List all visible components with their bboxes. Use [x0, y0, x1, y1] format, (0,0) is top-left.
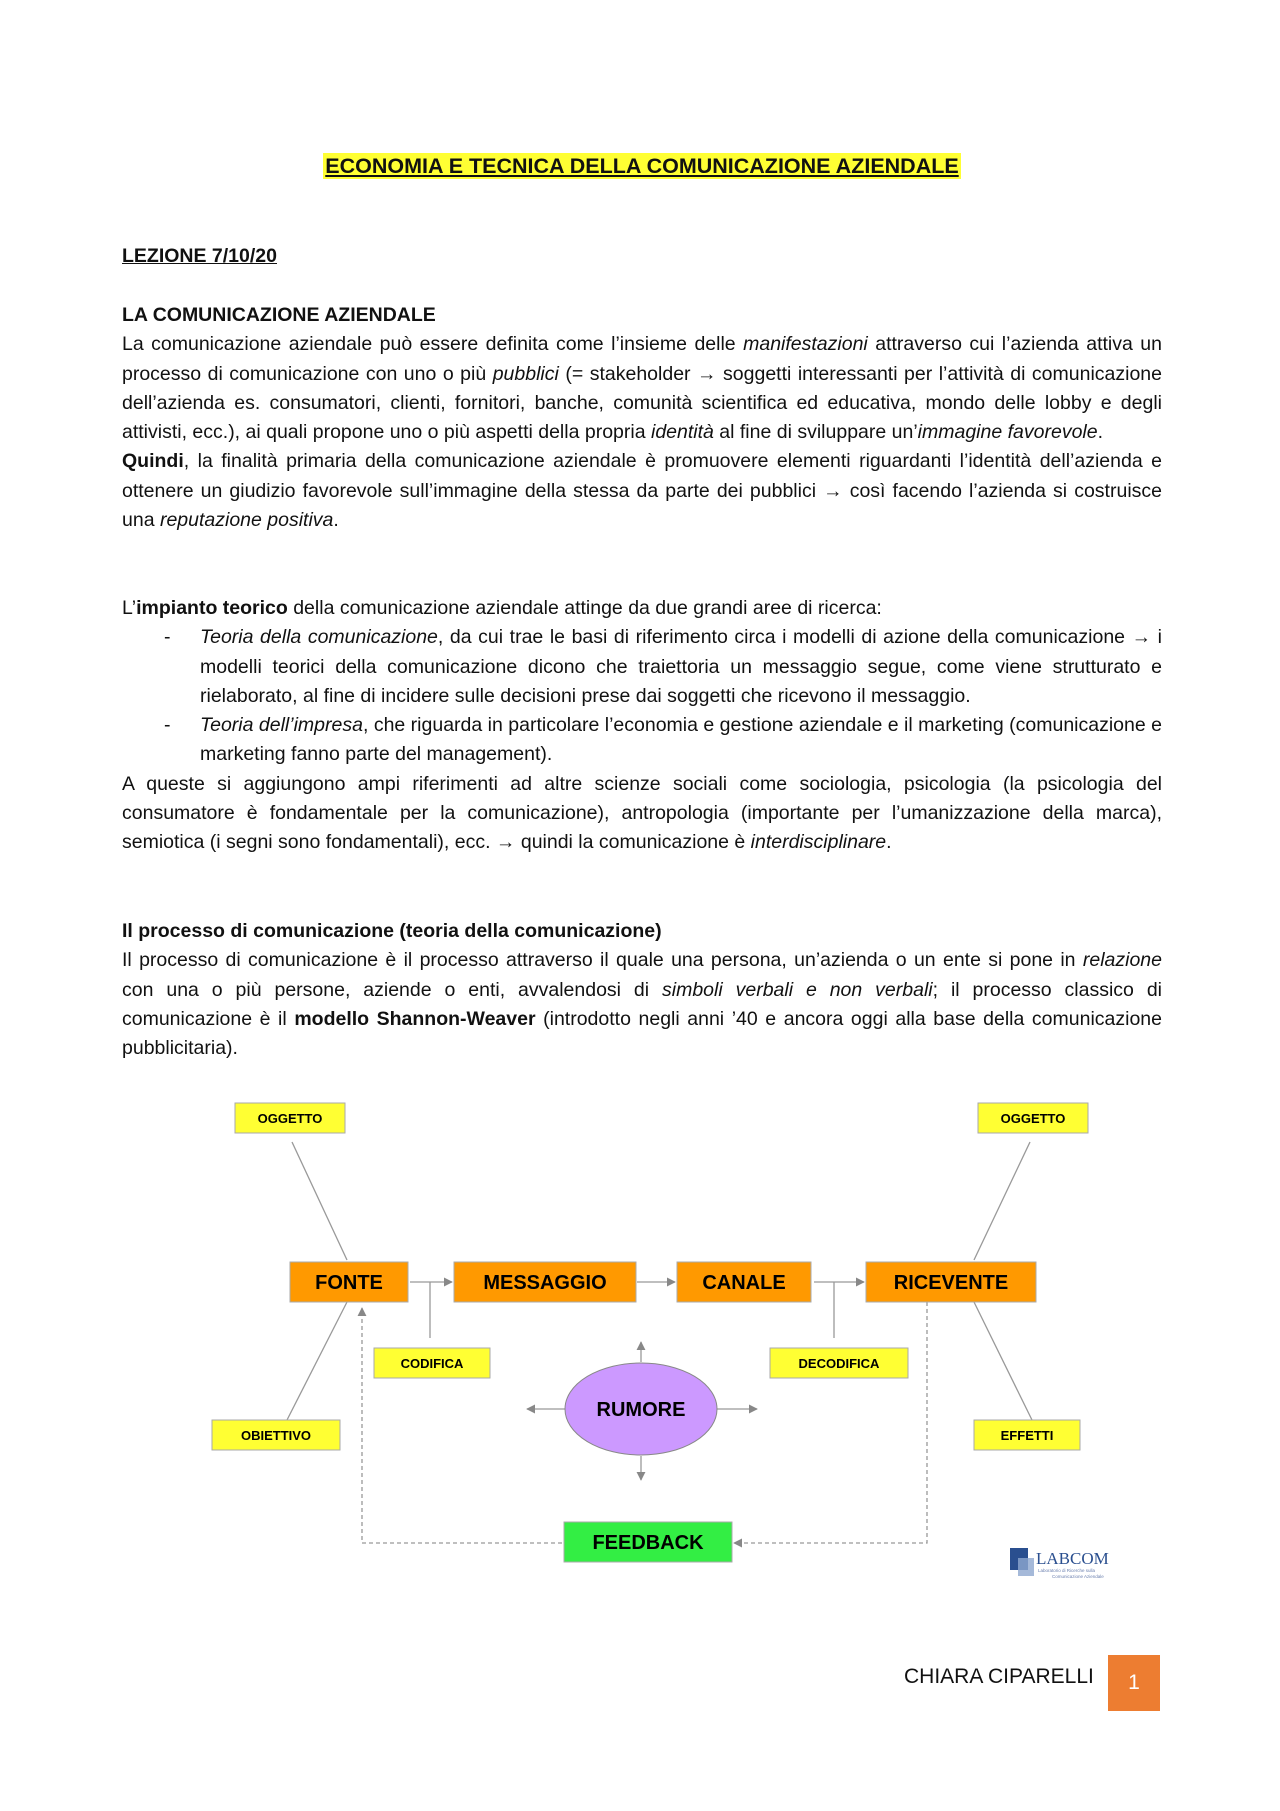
- arrow-ricevente-feedback: [734, 1302, 927, 1543]
- page-number: 1: [1108, 1655, 1160, 1711]
- section-heading: Il processo di comunicazione (teoria della comunicazione): [122, 920, 662, 942]
- footer-author: CHIARA CIPARELLI: [904, 1665, 1094, 1688]
- label-ricevente: RICEVENTE: [893, 1272, 1009, 1294]
- box-effetti: [974, 1420, 1080, 1450]
- section-impianto-teorico: [122, 594, 1162, 858]
- shannon-weaver-diagram: [122, 1090, 1132, 1610]
- line-ricevente-effetti: [974, 1302, 1032, 1420]
- ellipse-rumore: [565, 1363, 717, 1455]
- paragraph-definition: La comunicazione aziendale può essere definita come l’insieme delle manifestazioni attraverso cui l’azienda attiva un processo di comunicazione con uno o più pubblici (= stakeholder → soggetti interessanti per l’attività di comunicazione dell’azienda es. consumatori, clienti, fornitori, banche, comunità scientifica ed educativa, mondo delle lobby e degli attivisti, ecc.), ai quali propone uno o più aspetti della propria identità al fine di sviluppare un’immagine favorevole.: [122, 333, 1162, 444]
- logo-mark-shadow: [1018, 1558, 1034, 1576]
- box-feedback: [564, 1522, 732, 1562]
- label-obiettivo: OBIETTIVO: [240, 1428, 312, 1443]
- labcom-logo: [1010, 1548, 1109, 1579]
- box-decodifica: [770, 1348, 908, 1378]
- box-codifica: [374, 1348, 490, 1378]
- paragraph-processo: Il processo di comunicazione è il processo attraverso il quale una persona, un’azienda o un ente si pone in relazione con una o più persone, aziende o enti, avvalendosi di simboli verbali e non verbali; il processo classico di comunicazione è il modello Shannon-Weaver (introdotto negli anni ’40 e ancora oggi alla base della comunicazione pubblicitaria).: [122, 949, 1162, 1060]
- section-processo-comunicazione: [122, 917, 1162, 1063]
- list-item: - Teoria dell’impresa, che riguarda in particolare l’economia e gestione aziendale e il marketing (comunicazione e marketing fanno parte del management).: [122, 711, 1162, 770]
- label-messaggio: MESSAGGIO: [483, 1272, 607, 1294]
- label-canale: CANALE: [702, 1272, 786, 1294]
- logo-subtitle-1: Laboratorio di Ricerche sulla: [1038, 1568, 1096, 1573]
- label-oggetto-left: OGGETTO: [257, 1111, 323, 1126]
- box-messaggio: [454, 1262, 636, 1302]
- research-areas-list: [122, 623, 1162, 769]
- box-ricevente: [866, 1262, 1036, 1302]
- line-oggetto-ricevente: [974, 1142, 1030, 1260]
- box-oggetto-left: [235, 1103, 345, 1133]
- paragraph-finalita: Quindi, la finalità primaria della comunicazione aziendale è promuovere elementi riguardanti l’identità dell’azienda e ottenere un giudizio favorevole sull’immagine della stessa da parte dei pubblici → così facendo l’azienda si costruisce una reputazione positiva.: [122, 450, 1162, 532]
- label-oggetto-right: OGGETTO: [1000, 1111, 1066, 1126]
- label-codifica: CODIFICA: [400, 1356, 464, 1371]
- arrow-feedback-fonte: [362, 1308, 562, 1543]
- label-fonte: FONTE: [315, 1272, 383, 1294]
- box-oggetto-right: [978, 1103, 1088, 1133]
- box-fonte: [290, 1262, 408, 1302]
- section-comunicazione-aziendale: [122, 301, 1162, 535]
- list-item: - Teoria della comunicazione, da cui trae le basi di riferimento circa i modelli di azione della comunicazione → i modelli teorici della comunicazione dicono che traiettoria un messaggio segue, come viene strutturato e rielaborato, al fine di incidere sulle decisioni prese dai soggetti che ricevono il messaggio.: [122, 623, 1162, 711]
- box-obiettivo: [212, 1420, 340, 1450]
- line-fonte-obiettivo: [287, 1302, 347, 1420]
- line-oggetto-fonte: [292, 1142, 347, 1260]
- label-effetti: EFFETTI: [1000, 1428, 1054, 1443]
- lesson-date: LEZIONE 7/10/20: [122, 245, 277, 267]
- section-heading: LA COMUNICAZIONE AZIENDALE: [122, 304, 436, 326]
- document-title-text: ECONOMIA E TECNICA DELLA COMUNICAZIONE AZIENDALE: [325, 154, 959, 178]
- paragraph-intro: L’impianto teorico della comunicazione aziendale attinge da due grandi aree di ricerca:: [122, 597, 882, 619]
- document-title: [122, 154, 1162, 179]
- paragraph-interdisciplinare: A queste si aggiungono ampi riferimenti ad altre scienze sociali come sociologia, psicologia (la psicologia del consumatore è fondamentale per la comunicazione), antropologia (importante per l’umanizzazione della marca), semiotica (i segni sono fondamentali), ecc. → quindi la comunicazione è interdisciplinare.: [122, 772, 1162, 854]
- label-decodifica: DECODIFICA: [798, 1356, 880, 1371]
- label-feedback: FEEDBACK: [592, 1532, 704, 1554]
- label-rumore: RUMORE: [596, 1399, 686, 1421]
- logo-subtitle-2: Comunicazione Aziendale: [1052, 1574, 1104, 1579]
- box-canale: [677, 1262, 811, 1302]
- logo-text: LABCOM: [1036, 1549, 1109, 1568]
